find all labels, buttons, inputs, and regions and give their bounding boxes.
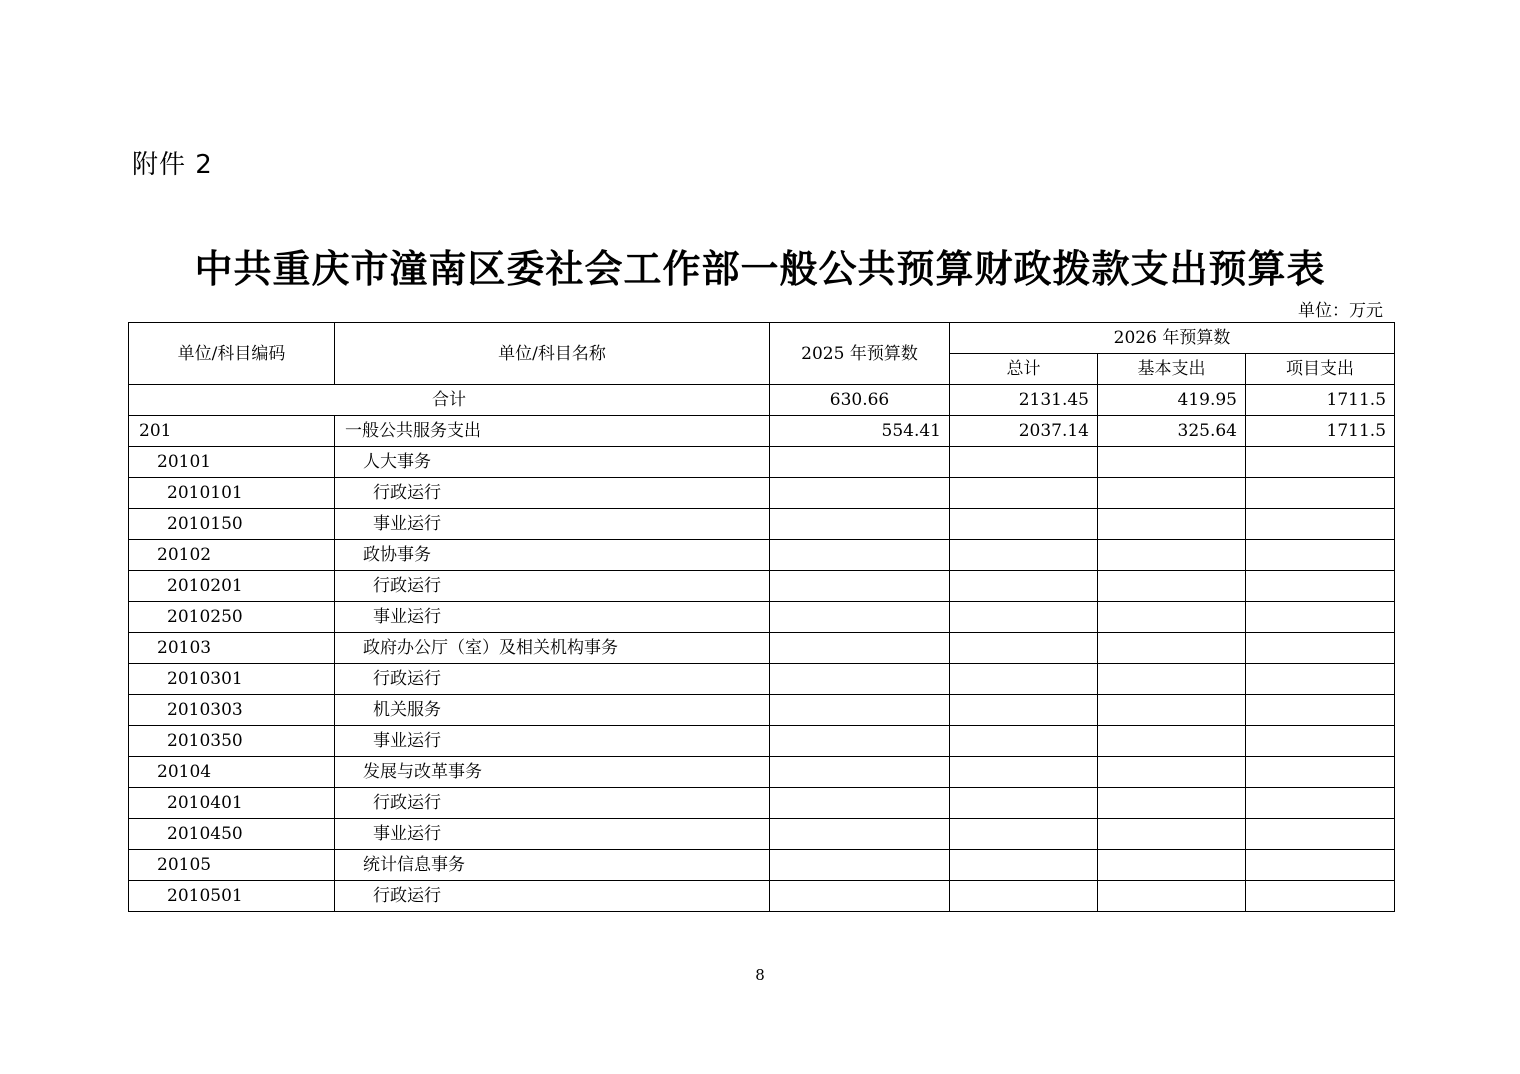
table-row — [129, 757, 1395, 788]
cell-name: 发展与改革事务 — [335, 757, 770, 788]
cell-basic — [1098, 478, 1246, 509]
cell-basic — [1098, 540, 1246, 571]
cell-project — [1246, 819, 1395, 850]
cell-code: 2010401 — [129, 788, 335, 819]
table-row — [129, 850, 1395, 881]
budget-table — [128, 322, 1395, 912]
cell-code: 2010150 — [129, 509, 335, 540]
cell-total — [950, 509, 1098, 540]
cell-code: 2010101 — [129, 478, 335, 509]
cell-project: 1711.5 — [1246, 416, 1395, 447]
header-budget-2026: 2026 年预算数 — [950, 323, 1395, 354]
header-basic: 基本支出 — [1098, 354, 1246, 385]
table-row — [129, 633, 1395, 664]
header-name: 单位/科目名称 — [335, 323, 770, 385]
cell-total — [950, 850, 1098, 881]
cell-project — [1246, 788, 1395, 819]
table-row — [129, 416, 1395, 447]
cell-project — [1246, 881, 1395, 912]
cell-name: 事业运行 — [335, 726, 770, 757]
total-project: 1711.5 — [1246, 385, 1395, 416]
cell-project — [1246, 571, 1395, 602]
total-budget-2025: 630.66 — [770, 385, 950, 416]
cell-name: 行政运行 — [335, 664, 770, 695]
cell-code: 20105 — [129, 850, 335, 881]
cell-code: 201 — [129, 416, 335, 447]
cell-name: 统计信息事务 — [335, 850, 770, 881]
cell-budget-2025 — [770, 788, 950, 819]
cell-code: 2010350 — [129, 726, 335, 757]
cell-total — [950, 447, 1098, 478]
cell-budget-2025 — [770, 819, 950, 850]
cell-budget-2025 — [770, 664, 950, 695]
cell-basic — [1098, 509, 1246, 540]
table-row — [129, 447, 1395, 478]
cell-project — [1246, 664, 1395, 695]
cell-code: 2010303 — [129, 695, 335, 726]
cell-project — [1246, 540, 1395, 571]
cell-project — [1246, 850, 1395, 881]
cell-name: 事业运行 — [335, 602, 770, 633]
cell-total — [950, 819, 1098, 850]
cell-code: 20101 — [129, 447, 335, 478]
cell-code: 2010201 — [129, 571, 335, 602]
cell-project — [1246, 478, 1395, 509]
cell-basic — [1098, 850, 1246, 881]
table-row — [129, 664, 1395, 695]
cell-total — [950, 881, 1098, 912]
cell-basic — [1098, 664, 1246, 695]
cell-name: 行政运行 — [335, 881, 770, 912]
table-row — [129, 819, 1395, 850]
cell-basic — [1098, 726, 1246, 757]
cell-total — [950, 726, 1098, 757]
page-number: 8 — [755, 966, 765, 984]
cell-budget-2025 — [770, 478, 950, 509]
cell-basic — [1098, 695, 1246, 726]
table-row — [129, 509, 1395, 540]
table-row — [129, 540, 1395, 571]
total-basic: 419.95 — [1098, 385, 1246, 416]
cell-budget-2025 — [770, 540, 950, 571]
cell-total — [950, 571, 1098, 602]
table-row — [129, 478, 1395, 509]
cell-budget-2025 — [770, 602, 950, 633]
cell-total — [950, 664, 1098, 695]
cell-project — [1246, 633, 1395, 664]
cell-budget-2025: 554.41 — [770, 416, 950, 447]
cell-basic — [1098, 881, 1246, 912]
cell-project — [1246, 695, 1395, 726]
cell-name: 行政运行 — [335, 788, 770, 819]
header-row-1 — [129, 323, 1395, 354]
cell-code: 20102 — [129, 540, 335, 571]
cell-budget-2025 — [770, 881, 950, 912]
header-total: 总计 — [950, 354, 1098, 385]
cell-name: 行政运行 — [335, 478, 770, 509]
table-row — [129, 695, 1395, 726]
cell-total — [950, 695, 1098, 726]
cell-name: 行政运行 — [335, 571, 770, 602]
cell-name: 事业运行 — [335, 819, 770, 850]
table-row — [129, 726, 1395, 757]
cell-code: 2010301 — [129, 664, 335, 695]
cell-project — [1246, 447, 1395, 478]
cell-basic — [1098, 602, 1246, 633]
total-row — [129, 385, 1395, 416]
cell-code: 20103 — [129, 633, 335, 664]
cell-total — [950, 633, 1098, 664]
cell-code: 2010501 — [129, 881, 335, 912]
cell-name: 事业运行 — [335, 509, 770, 540]
cell-code: 2010250 — [129, 602, 335, 633]
cell-budget-2025 — [770, 633, 950, 664]
header-code: 单位/科目编码 — [129, 323, 335, 385]
cell-project — [1246, 602, 1395, 633]
cell-basic — [1098, 447, 1246, 478]
cell-name: 人大事务 — [335, 447, 770, 478]
header-project: 项目支出 — [1246, 354, 1395, 385]
cell-name: 一般公共服务支出 — [335, 416, 770, 447]
cell-budget-2025 — [770, 850, 950, 881]
cell-basic — [1098, 571, 1246, 602]
cell-name: 政府办公厅（室）及相关机构事务 — [335, 633, 770, 664]
cell-budget-2025 — [770, 571, 950, 602]
cell-budget-2025 — [770, 695, 950, 726]
cell-project — [1246, 757, 1395, 788]
cell-basic — [1098, 788, 1246, 819]
cell-basic — [1098, 633, 1246, 664]
table-row — [129, 571, 1395, 602]
cell-budget-2025 — [770, 447, 950, 478]
cell-code: 2010450 — [129, 819, 335, 850]
cell-budget-2025 — [770, 509, 950, 540]
annex-label: 附件 2 — [132, 150, 213, 180]
cell-basic — [1098, 757, 1246, 788]
cell-total — [950, 602, 1098, 633]
page-title: 中共重庆市潼南区委社会工作部一般公共预算财政拨款支出预算表 — [194, 246, 1326, 291]
table-row — [129, 602, 1395, 633]
cell-basic — [1098, 819, 1246, 850]
table-row — [129, 881, 1395, 912]
cell-project — [1246, 726, 1395, 757]
cell-project — [1246, 509, 1395, 540]
cell-total — [950, 478, 1098, 509]
total-total: 2131.45 — [950, 385, 1098, 416]
cell-name: 政协事务 — [335, 540, 770, 571]
cell-total — [950, 788, 1098, 819]
cell-total — [950, 540, 1098, 571]
cell-budget-2025 — [770, 757, 950, 788]
table-row — [129, 788, 1395, 819]
unit-label: 单位：万元 — [1298, 301, 1383, 321]
cell-code: 20104 — [129, 757, 335, 788]
total-label: 合计 — [129, 385, 770, 416]
cell-basic: 325.64 — [1098, 416, 1246, 447]
header-budget-2025: 2025 年预算数 — [770, 323, 950, 385]
cell-budget-2025 — [770, 726, 950, 757]
cell-total — [950, 757, 1098, 788]
cell-total: 2037.14 — [950, 416, 1098, 447]
cell-name: 机关服务 — [335, 695, 770, 726]
